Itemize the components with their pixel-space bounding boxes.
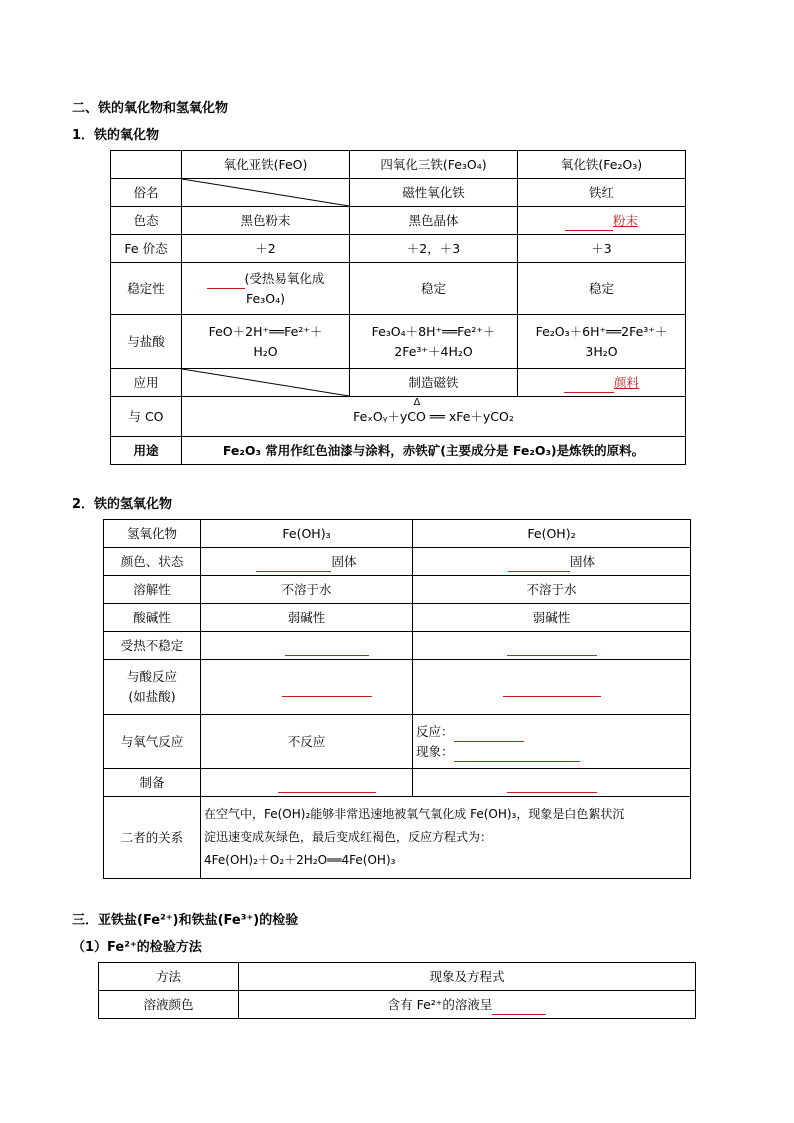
answer-blank[interactable] [285, 641, 369, 656]
valence-feo: ＋2 [182, 235, 350, 263]
method-solution-color: 溶液颜色 [99, 991, 239, 1019]
answer-blank[interactable] [278, 778, 376, 793]
answer-blank[interactable] [454, 747, 580, 762]
section-title: 二、铁的氧化物和氢氧化物 [72, 101, 229, 116]
row-label-common-name: 俗名 [111, 179, 182, 207]
acidity-feoh3: 弱碱性 [201, 604, 413, 632]
header-fe2o3: 氧化铁(Fe₂O₃) [518, 151, 686, 179]
heat-feoh2 [413, 632, 691, 660]
hcl-fe2o3: Fe₂O₃＋6H⁺══2Fe³⁺＋ 3H₂O [518, 315, 686, 369]
solubility-feoh3: 不溶于水 [201, 576, 413, 604]
relation-text: 在空气中，Fe(OH)₂能够非常迅速地被氧气氧化成 Fe(OH)₃，现象是白色絮状沉 淀迅速变成灰绿色，最后变成红褐色，反应方程式为： 4Fe(OH)₂＋O₂＋2H₂O══4Fe(OH)₃ [201, 797, 691, 879]
section3-title: 三．亚铁盐(Fe²⁺)和铁盐(Fe³⁺)的检验 [72, 913, 299, 928]
header-hydroxide: 氢氧化物 [104, 520, 201, 548]
row-label-application: 应用 [111, 369, 182, 397]
diagonal-cell [182, 369, 350, 397]
header-feoh3: Fe(OH)₃ [201, 520, 413, 548]
acidity-feoh2: 弱碱性 [413, 604, 691, 632]
row-label-color: 色态 [111, 207, 182, 235]
row-label-valence: Fe 价态 [111, 235, 182, 263]
answer-blank[interactable] [454, 727, 524, 742]
oxide-table [110, 150, 686, 465]
application-fe3o4: 制造磁铁 [350, 369, 518, 397]
stability-fe2o3: 稳定 [518, 263, 686, 315]
header-method: 方法 [99, 963, 239, 991]
diagonal-cell [182, 179, 350, 207]
row-label-solubility: 溶解性 [104, 576, 201, 604]
row-label-stability: 稳定性 [111, 263, 182, 315]
hcl-fe3o4: Fe₃O₄＋8H⁺══Fe²⁺＋ 2Fe³⁺＋4H₂O [350, 315, 518, 369]
answer-blank[interactable] [503, 682, 601, 697]
valence-fe2o3: ＋3 [518, 235, 686, 263]
solubility-feoh2: 不溶于水 [413, 576, 691, 604]
header-feoh2: Fe(OH)₂ [413, 520, 691, 548]
hydroxide-table [103, 519, 691, 879]
hcl-feo: FeO＋2H⁺══Fe²⁺＋ H₂O [182, 315, 350, 369]
color-feoh2: 固体 [413, 548, 691, 576]
common-name-fe3o4: 磁性氧化铁 [350, 179, 518, 207]
answer-blank[interactable] [282, 682, 372, 697]
stability-feo: (受热易氧化成 Fe₃O₄) [182, 263, 350, 315]
row-label-acidity: 酸碱性 [104, 604, 201, 632]
header-feo: 氧化亚铁(FeO) [182, 151, 350, 179]
stability-fe3o4: 稳定 [350, 263, 518, 315]
subsection-title-hydroxides: 2．铁的氢氧化物 [72, 497, 173, 512]
color-fe3o4: 黑色晶体 [350, 207, 518, 235]
row-label-hcl: 与盐酸 [111, 315, 182, 369]
answer-blank[interactable] [564, 378, 614, 393]
answer-blank[interactable] [508, 557, 570, 572]
common-name-fe2o3: 铁红 [518, 179, 686, 207]
oxygen-feoh2: 反应： 现象： [413, 715, 691, 769]
answer-blank[interactable] [565, 216, 613, 231]
usage-text: Fe₂O₃ 常用作红色油漆与涂料，赤铁矿(主要成分是 Fe₂O₃)是炼铁的原料。 [182, 437, 686, 465]
answer-blank[interactable] [507, 778, 597, 793]
color-fe2o3: 粉末 [518, 207, 686, 235]
row-label-heat: 受热不稳定 [104, 632, 201, 660]
row-label-relation: 二者的关系 [104, 797, 201, 879]
answer-blank[interactable] [507, 641, 597, 656]
co-reaction: FeₓOᵧ＋yCO ══ xFe＋yCO₂ Δ [182, 397, 686, 437]
answer-blank[interactable] [492, 1000, 546, 1015]
row-label-preparation: 制备 [104, 769, 201, 797]
acid-feoh3 [201, 660, 413, 715]
oxygen-feoh3: 不反应 [201, 715, 413, 769]
row-label-acid: 与酸反应 (如盐酸) [104, 660, 201, 715]
row-label-co: 与 CO [111, 397, 182, 437]
prep-feoh3 [201, 769, 413, 797]
fe2-test-table [98, 962, 696, 1019]
answer-blank[interactable] [207, 274, 245, 289]
prep-feoh2 [413, 769, 691, 797]
answer-blank[interactable] [256, 557, 331, 572]
empty-header-cell [111, 151, 182, 179]
row-label-usage: 用途 [111, 437, 182, 465]
valence-fe3o4: ＋2，＋3 [350, 235, 518, 263]
section3-subtitle: （1）Fe²⁺的检验方法 [72, 940, 202, 955]
acid-feoh2 [413, 660, 691, 715]
subsection-title-oxides: 1．铁的氧化物 [72, 128, 160, 143]
color-feoh3: 固体 [201, 548, 413, 576]
application-fe2o3: 颜料 [518, 369, 686, 397]
color-feo: 黑色粉末 [182, 207, 350, 235]
row-label-oxygen: 与氧气反应 [104, 715, 201, 769]
header-phenomenon: 现象及方程式 [239, 963, 696, 991]
heat-feoh3 [201, 632, 413, 660]
phenomenon-solution-color: 含有 Fe²⁺的溶液呈 [239, 991, 696, 1019]
header-fe3o4: 四氧化三铁(Fe₃O₄) [350, 151, 518, 179]
row-label-color-state: 颜色、状态 [104, 548, 201, 576]
